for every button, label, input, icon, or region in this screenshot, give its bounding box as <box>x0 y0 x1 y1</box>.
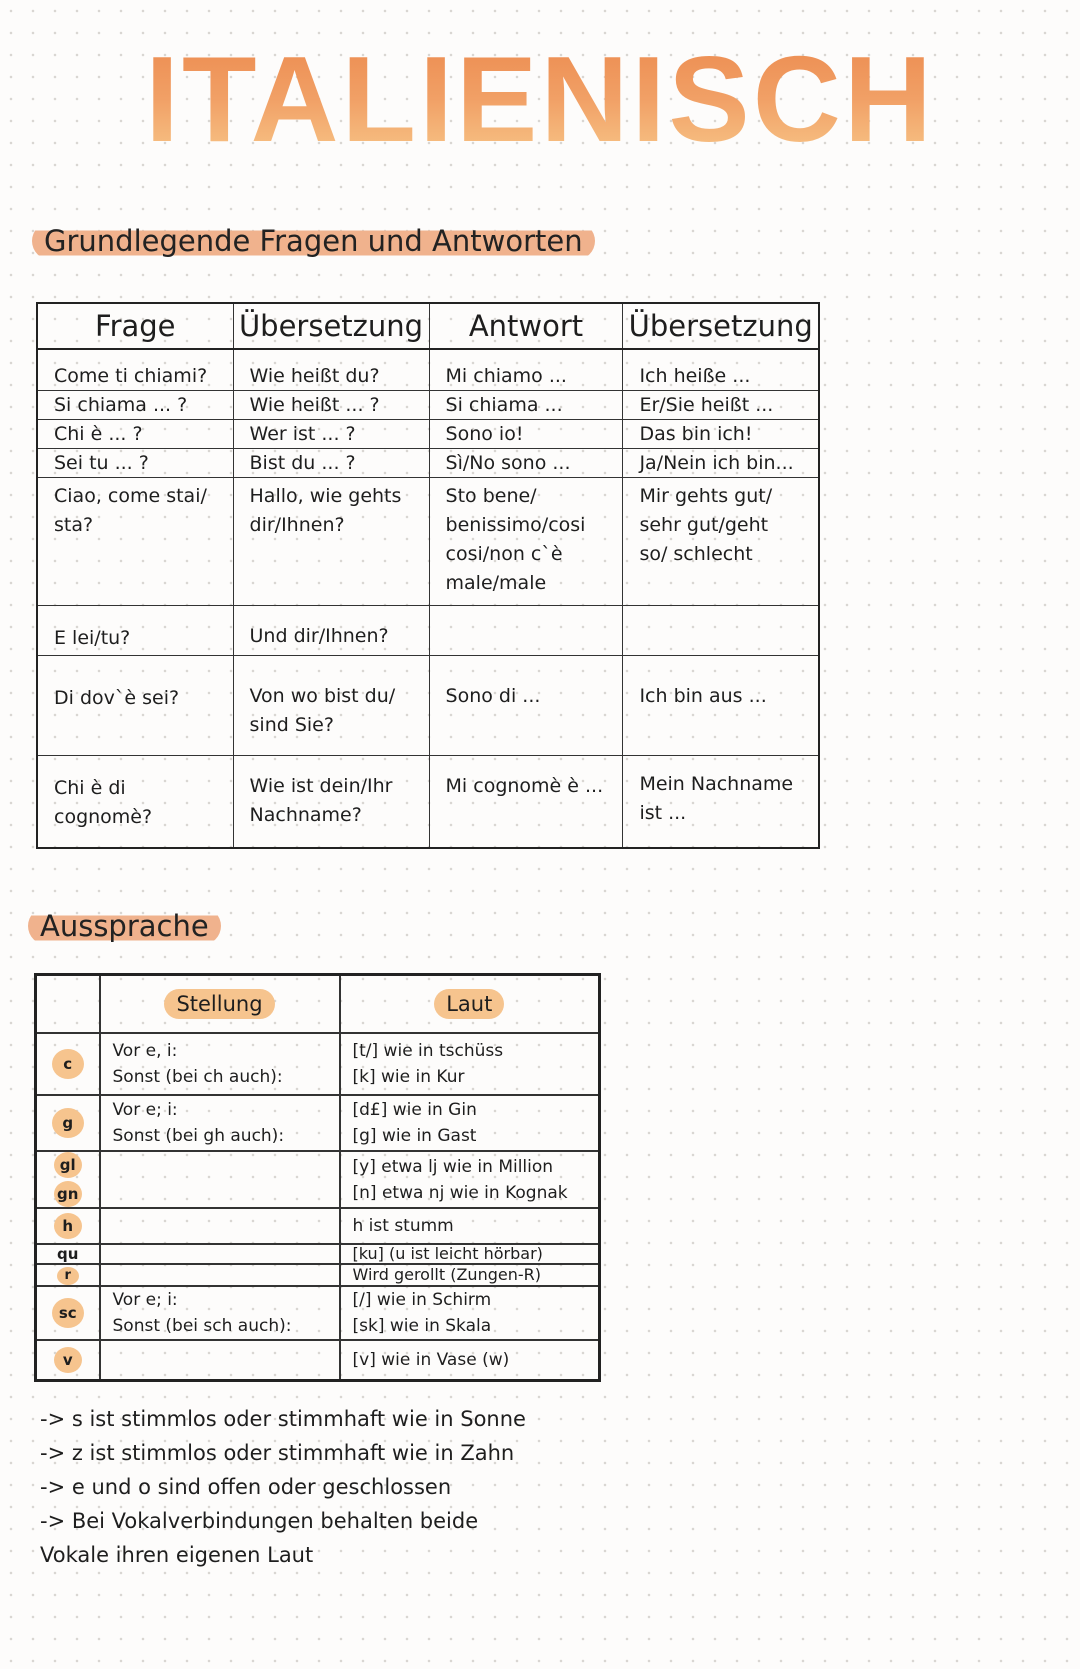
letter-badge: r <box>57 1267 79 1285</box>
cell-frage: Di dov`è sei? <box>37 656 233 756</box>
laut-cell: Wird gerollt (Zungen-R) <box>340 1264 600 1286</box>
table-row <box>36 1244 600 1264</box>
cell-uebersetzung: Wie heißt du? <box>233 349 429 391</box>
cell-frage: Si chiama ... ? <box>37 391 233 420</box>
laut-cell: [v] wie in Vase (w) <box>340 1340 600 1380</box>
stellung-cell <box>100 1208 340 1244</box>
cell-uebersetzung: Und dir/Ihnen? <box>233 606 429 656</box>
laut-cell: [/] wie in Schirm [sk] wie in Skala <box>340 1286 600 1340</box>
cell-uebersetzung: Ja/Nein ich bin... <box>623 449 819 478</box>
table-row <box>36 1095 600 1151</box>
laut-cell: [d£] wie in Gin [g] wie in Gast <box>340 1095 600 1151</box>
cell-uebersetzung: Hallo, wie gehts dir/Ihnen? <box>233 478 429 606</box>
cell-uebersetzung: Ich heiße ... <box>623 349 819 391</box>
table-header-row <box>37 303 819 349</box>
cell-frage: E lei/tu? <box>37 606 233 656</box>
letter-badge: gn <box>54 1181 82 1207</box>
cell-uebersetzung: Von wo bist du/ sind Sie? <box>233 656 429 756</box>
header-antwort: Antwort <box>429 303 623 349</box>
table-row <box>37 449 819 478</box>
table-row <box>36 1151 600 1208</box>
header-frage: Frage <box>37 303 233 349</box>
page-title: ITALIENISCH <box>0 34 1080 164</box>
cell-uebersetzung: Wie heißt ... ? <box>233 391 429 420</box>
table-row <box>37 756 819 848</box>
section-heading-pronunciation: Aussprache <box>28 907 221 945</box>
cell-frage: Chi è di cognomè? <box>37 756 233 848</box>
stellung-cell: Vor e; i: Sonst (bei gh auch): <box>100 1095 340 1151</box>
letter-badge: sc <box>52 1298 84 1328</box>
cell-uebersetzung: Bist du ... ? <box>233 449 429 478</box>
table-row <box>37 420 819 449</box>
letter-cell <box>36 1286 100 1340</box>
header-uebersetzung-2: Übersetzung <box>623 303 819 349</box>
cell-uebersetzung: Er/Sie heißt ... <box>623 391 819 420</box>
table-row <box>37 606 819 656</box>
cell-frage: Come ti chiami? <box>37 349 233 391</box>
cell-uebersetzung: Mir gehts gut/ sehr gut/geht so/ schlecht <box>623 478 819 606</box>
cell-antwort: Sono di ... <box>429 656 623 756</box>
letter-badge: h <box>54 1213 82 1239</box>
table-row <box>37 478 819 606</box>
cell-uebersetzung: Wer ist ... ? <box>233 420 429 449</box>
table-header-row <box>36 975 600 1034</box>
table-row <box>36 1264 600 1286</box>
letter-badge: c <box>52 1049 84 1079</box>
header-stellung: Stellung <box>100 975 340 1034</box>
laut-cell: h ist stumm <box>340 1208 600 1244</box>
letter-cell <box>36 1208 100 1244</box>
letter-label: qu <box>57 1245 79 1263</box>
cell-antwort: Mi cognomè è ... <box>429 756 623 848</box>
cell-uebersetzung <box>623 606 819 656</box>
letter-cell <box>36 1244 100 1264</box>
table-row <box>36 1208 600 1244</box>
letter-badge: g <box>52 1108 84 1138</box>
pronunciation-table <box>34 973 601 1382</box>
table-row <box>36 1340 600 1380</box>
cell-uebersetzung: Wie ist dein/Ihr Nachname? <box>233 756 429 848</box>
letter-cell <box>36 1033 100 1095</box>
letter-badge: gl <box>54 1152 82 1178</box>
table-row <box>37 656 819 756</box>
letter-cell <box>36 1340 100 1380</box>
note-line: -> e und o sind offen oder geschlossen <box>40 1475 452 1499</box>
table-row <box>37 391 819 420</box>
section-heading-questions: Grundlegende Fragen und Antworten <box>32 222 595 260</box>
cell-frage: Sei tu ... ? <box>37 449 233 478</box>
note-line: Vokale ihren eigenen Laut <box>40 1543 314 1567</box>
cell-uebersetzung: Mein Nachname ist ... <box>623 756 819 848</box>
cell-frage: Ciao, come stai/ sta? <box>37 478 233 606</box>
cell-antwort: Sono io! <box>429 420 623 449</box>
laut-cell: [t/] wie in tschüss [k] wie in Kur <box>340 1033 600 1095</box>
header-uebersetzung-1: Übersetzung <box>233 303 429 349</box>
stellung-cell <box>100 1340 340 1380</box>
questions-table <box>36 302 820 849</box>
note-line: -> Bei Vokalverbindungen behalten beide <box>40 1509 479 1533</box>
cell-antwort: Mi chiamo ... <box>429 349 623 391</box>
cell-uebersetzung: Ich bin aus ... <box>623 656 819 756</box>
stellung-cell <box>100 1244 340 1264</box>
note-line: -> z ist stimmlos oder stimmhaft wie in Zahn <box>40 1441 515 1465</box>
laut-cell: [ku] (u ist leicht hörbar) <box>340 1244 600 1264</box>
header-laut: Laut <box>340 975 600 1034</box>
header-letter <box>36 975 100 1034</box>
cell-antwort <box>429 606 623 656</box>
letter-cell <box>36 1264 100 1286</box>
table-row <box>37 349 819 391</box>
stellung-cell <box>100 1264 340 1286</box>
cell-antwort: Si chiama ... <box>429 391 623 420</box>
table-row <box>36 1286 600 1340</box>
pronunciation-notes <box>40 1402 660 1572</box>
stellung-cell: Vor e; i: Sonst (bei sch auch): <box>100 1286 340 1340</box>
letter-badge: v <box>54 1347 82 1373</box>
letter-cell <box>36 1151 100 1208</box>
table-row <box>36 1033 600 1095</box>
cell-uebersetzung: Das bin ich! <box>623 420 819 449</box>
stellung-cell <box>100 1151 340 1208</box>
note-line: -> s ist stimmlos oder stimmhaft wie in Sonne <box>40 1407 526 1431</box>
letter-cell <box>36 1095 100 1151</box>
cell-frage: Chi è ... ? <box>37 420 233 449</box>
stellung-cell: Vor e, i: Sonst (bei ch auch): <box>100 1033 340 1095</box>
laut-cell: [y] etwa lj wie in Million [n] etwa nj wie in Kognak <box>340 1151 600 1208</box>
cell-antwort: Sì/No sono ... <box>429 449 623 478</box>
cell-antwort: Sto bene/ benissimo/cosi cosi/non c`è male/male <box>429 478 623 606</box>
